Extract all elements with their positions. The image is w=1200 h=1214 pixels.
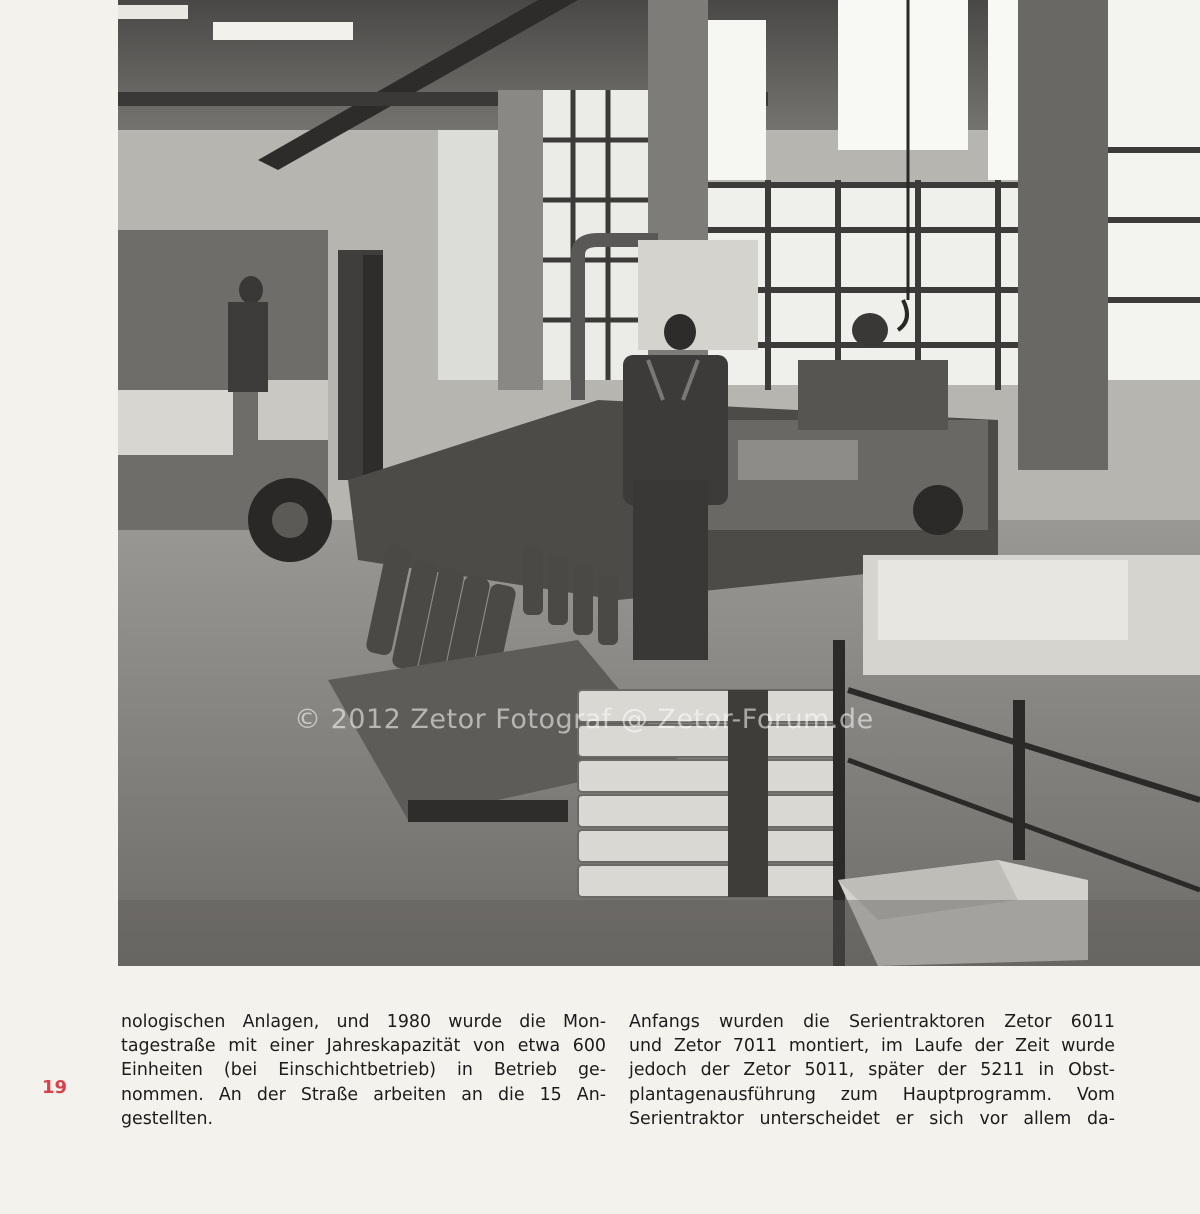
text-line: jedoch der Zetor 5011, später der 5211 in Obst-	[629, 1060, 1115, 1081]
left-text-column	[121, 1010, 606, 1131]
photo-illustration	[118, 0, 1200, 966]
text-line: plantagenausführung zum Hauptprogramm. Vom	[629, 1084, 1115, 1105]
text-line: und Zetor 7011 montiert, im Laufe der Zeit wurde	[629, 1036, 1115, 1057]
text-line: tagestraße mit einer Jahreskapazität von etwa 600	[121, 1036, 606, 1057]
photo-watermark: © 2012 Zetor Fotograf @ Zetor-Forum.de	[294, 704, 874, 735]
text-line: nommen. An der Straße arbeiten an die 15 An-	[121, 1084, 606, 1105]
text-line: Serientraktor unterscheidet er sich vor allem da-	[629, 1108, 1115, 1129]
text-line: nologischen Anlagen, und 1980 wurde die Mon-	[121, 1012, 606, 1032]
page-number: 19	[42, 1077, 68, 1098]
text-line: Anfangs wurden die Serientraktoren Zetor 6011	[629, 1012, 1115, 1032]
text-line: Einheiten (bei Einschichtbetrieb) in Betrieb ge-	[121, 1060, 606, 1081]
text-line: gestellten.	[121, 1108, 214, 1129]
right-text-column	[629, 1010, 1115, 1131]
factory-assembly-line-photo	[118, 0, 1200, 966]
